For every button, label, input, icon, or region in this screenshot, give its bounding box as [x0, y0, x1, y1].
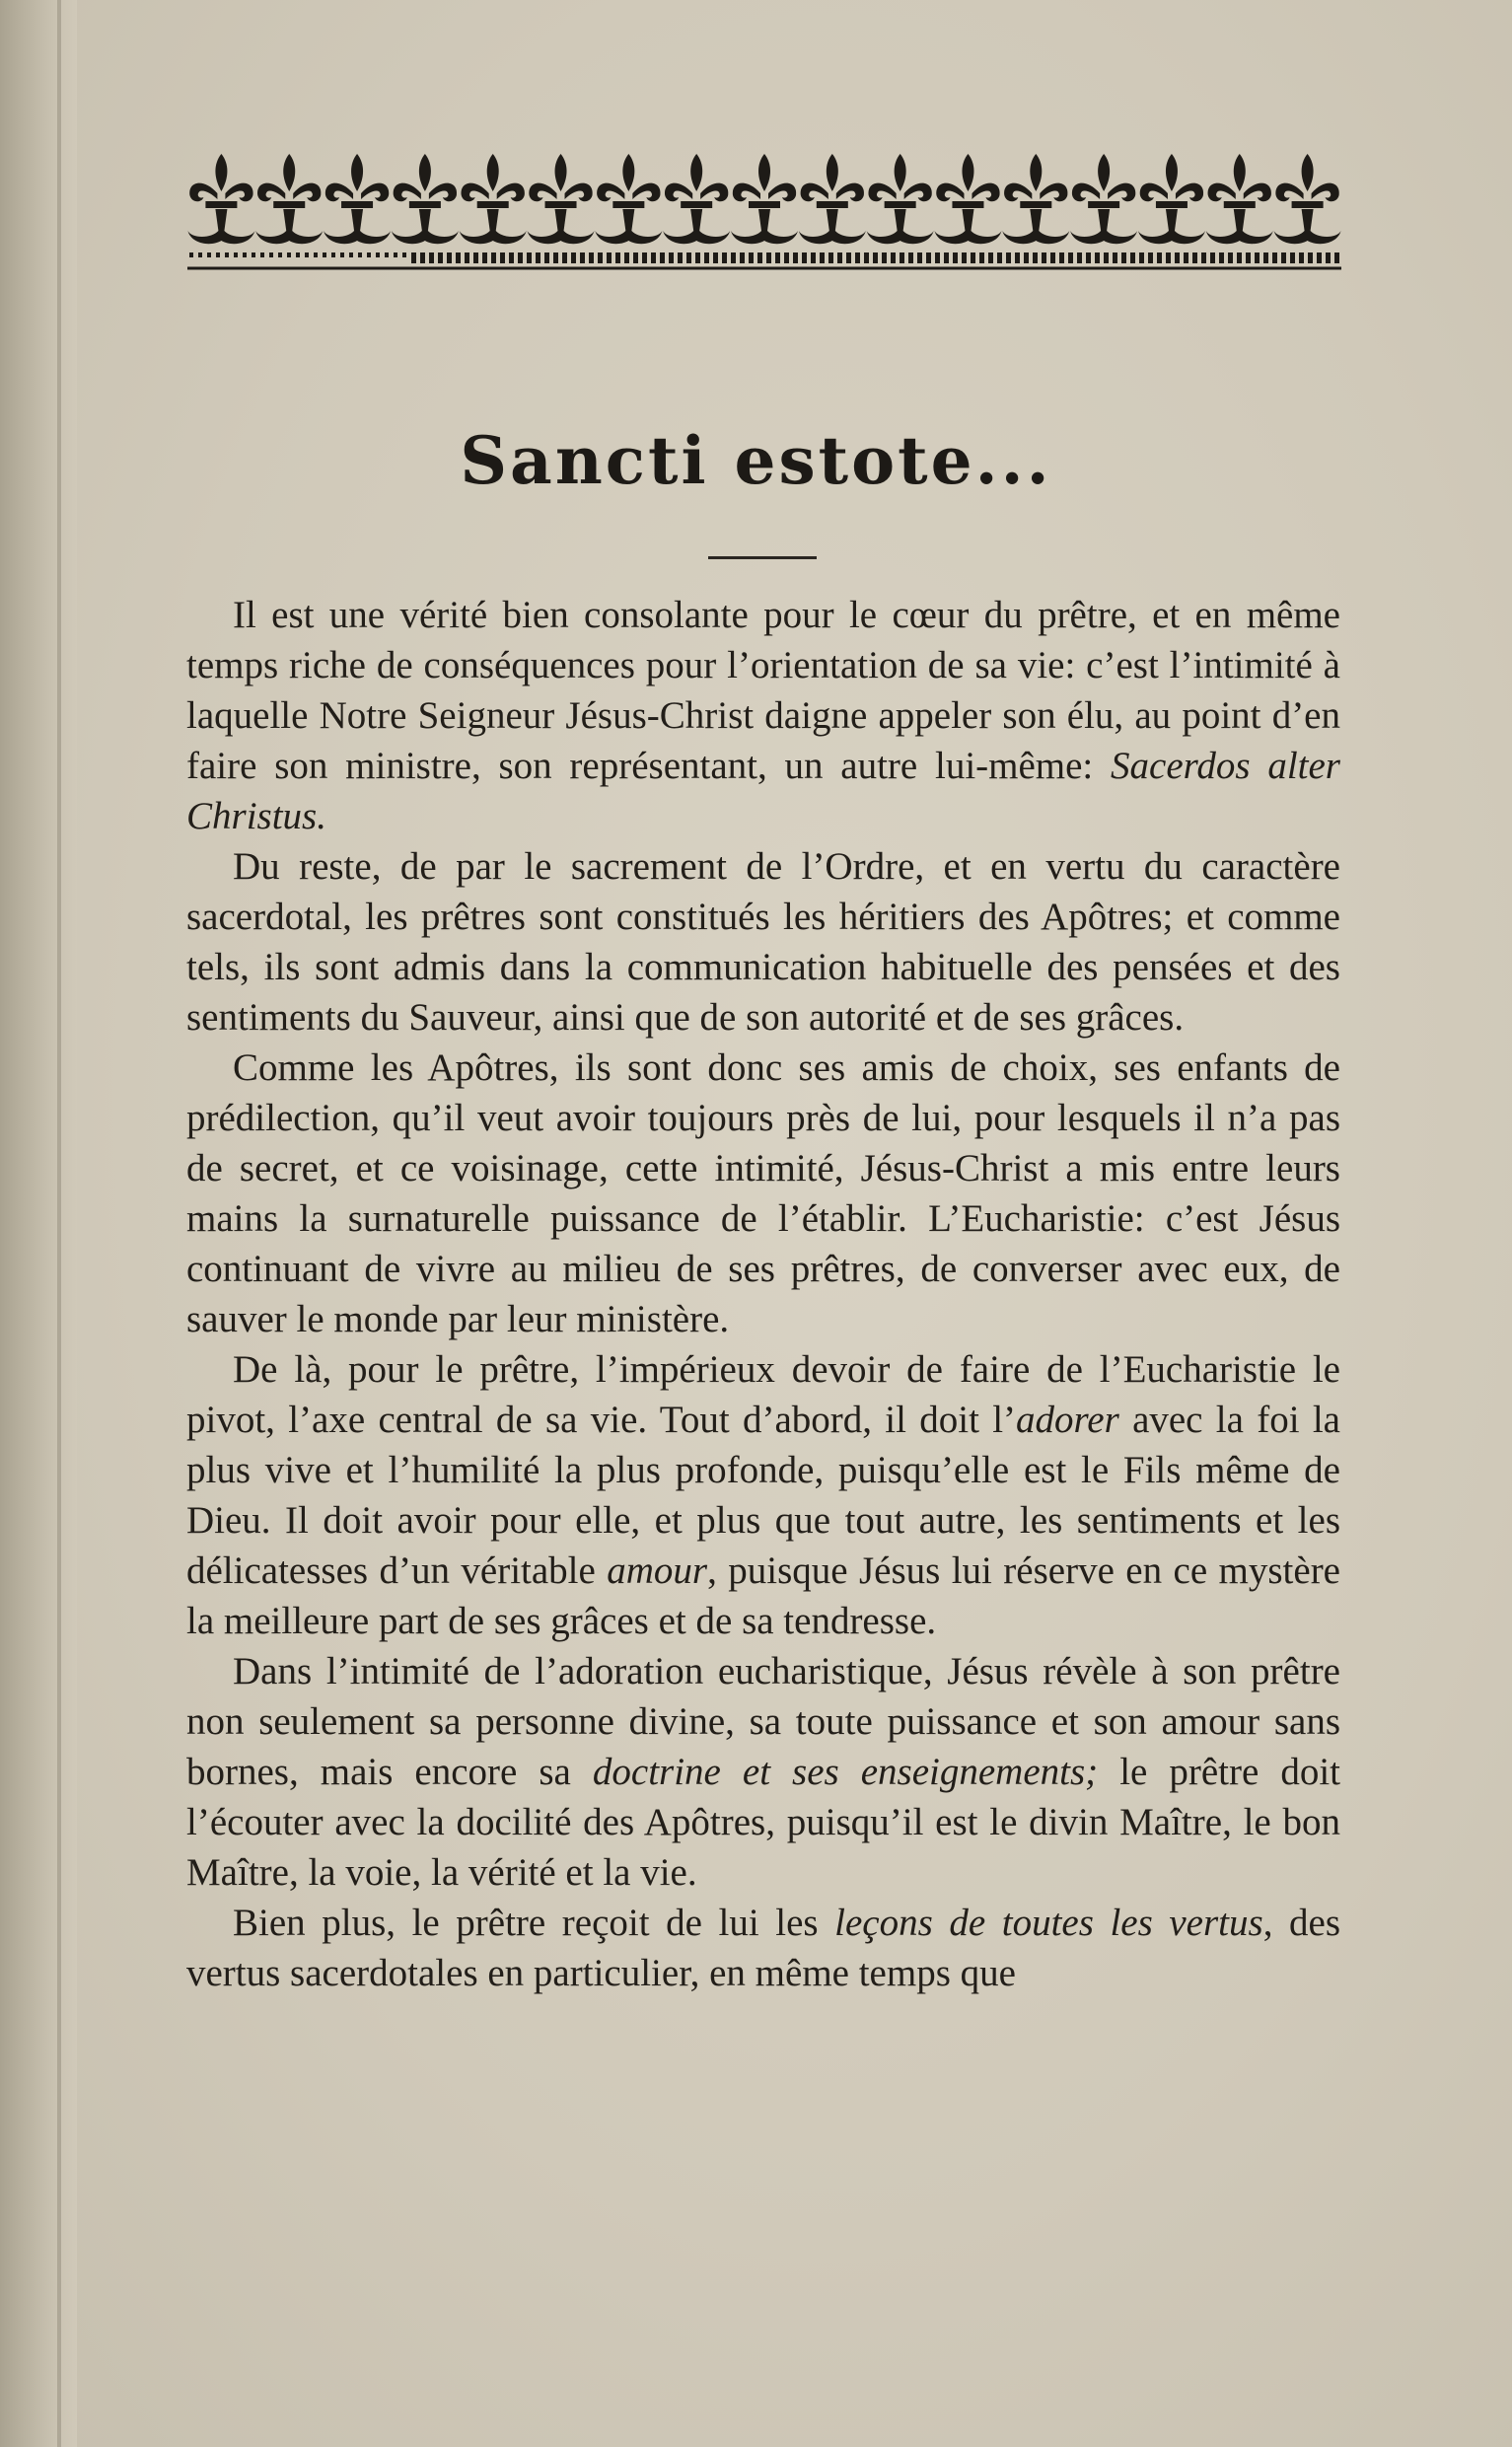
fleur-de-lis-icon	[663, 154, 730, 244]
fleur-de-lis-ornament-band	[187, 148, 1341, 276]
text-run: le prêtre doit l’écouter avec la docilité des Apôtres, puisqu’il est le divin Maître, le bon Maître, la voie, la vérité et la vie.	[186, 1751, 1340, 1894]
title-divider	[708, 556, 817, 559]
fleur-de-lis-icon	[1206, 154, 1273, 244]
italic-phrase: adorer	[1016, 1399, 1119, 1441]
paragraph	[186, 1898, 1340, 1998]
fleur-de-lis-icon	[1002, 154, 1069, 244]
fleur-de-lis-icon	[1274, 154, 1341, 244]
paragraph	[186, 590, 1340, 841]
text-run: avec la foi la plus vive et l’humilité la plus profonde, puisqu’elle est le Fils même de Dieu. Il doit avoir pour elle, et plus que tout autre, les sentiments et les délicatesses d’un véritable	[186, 1399, 1340, 1592]
text-run: Dans l’intimité de l’adoration eucharistique, Jésus révèle à son prêtre non seulement sa personne divine, sa toute puissance et son amour sans bornes, mais encore sa	[186, 1650, 1340, 1793]
fleur-de-lis-icon	[392, 154, 459, 244]
article-body	[186, 590, 1340, 1998]
text-run: Bien plus, le prêtre reçoit de lui les	[233, 1902, 835, 1944]
italic-phrase: doctrine et ses enseignements;	[592, 1751, 1099, 1793]
fleur-de-lis-icon	[255, 154, 323, 244]
fleur-de-lis-icon	[934, 154, 1001, 244]
fleur-de-lis-icon	[595, 154, 662, 244]
text-run: Comme les Apôtres, ils sont donc ses amis de choix, ses enfants de prédilection, qu’il veut avoir toujours près de lui, pour lesquels il n’a pas de secret, et ce voisinage, cette intimité, Jésus-Christ a mis entre leurs mains la surnaturelle puissance de l’établir. L’Eucharistie: c’est Jésus continuant de vivre au milieu de ses prêtres, de converser avec eux, de sauver le monde par leur ministère.	[186, 1046, 1340, 1340]
fleur-de-lis-icon	[460, 154, 527, 244]
fleur-de-lis-icon	[799, 154, 866, 244]
paragraph	[186, 1043, 1340, 1344]
fleur-de-lis-icon	[324, 154, 391, 244]
italic-phrase: leçons de toutes les vertus	[834, 1902, 1263, 1944]
text-run: , des vertus sacerdotales en particulier, en même temps que	[186, 1902, 1340, 1994]
paragraph	[186, 841, 1340, 1043]
page-title: Sancti estote...	[460, 422, 1052, 499]
fleur-de-lis-icon	[1070, 154, 1137, 244]
text-run: Du reste, de par le sacrement de l’Ordre, et en vertu du caractère sacerdotal, les prêtres sont constitués les héritiers des Apôtres; et comme tels, ils sont admis dans la communication habituelle des pensées et des sentiments du Sauveur, ainsi que de son autorité et de ses grâces.	[186, 845, 1340, 1039]
paragraph	[186, 1344, 1340, 1646]
text-run: De là, pour le prêtre, l’impérieux devoir de faire de l’Eucharistie le pivot, l’axe central de sa vie. Tout d’abord, il doit l’	[186, 1348, 1340, 1441]
fleur-de-lis-icon	[867, 154, 934, 244]
italic-phrase: amour	[607, 1549, 708, 1592]
text-run: , puisque Jésus lui réserve en ce mystère la meilleure part de ses grâces et de sa tendresse.	[186, 1549, 1340, 1642]
fleur-de-lis-icon	[528, 154, 595, 244]
paragraph	[186, 1646, 1340, 1898]
fleur-de-lis-icon	[1138, 154, 1205, 244]
book-gutter	[0, 0, 77, 2447]
text-run: Il est une vérité bien consolante pour le cœur du prêtre, et en même temps riche de conséquences pour l’orientation de sa vie: c’est l’intimité à laquelle Notre Seigneur Jésus-Christ daigne appeler son élu, au point d’en faire son ministre, son représentant, un autre lui-même:	[186, 594, 1340, 787]
gutter-shadow	[57, 0, 61, 2447]
fleur-de-lis-icon	[187, 154, 254, 244]
italic-phrase: Sacerdos alter Christus.	[186, 745, 1340, 837]
fleur-de-lis-icon	[731, 154, 798, 244]
